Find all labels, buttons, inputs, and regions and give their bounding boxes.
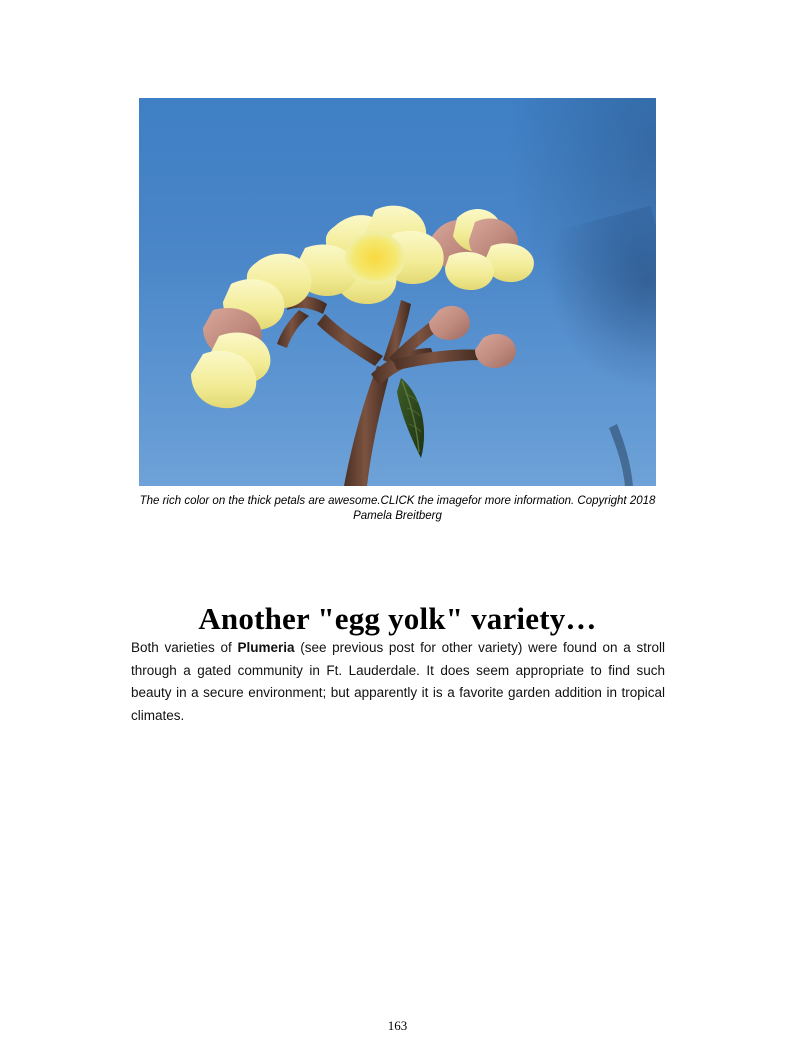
page-title: Another "egg yolk" variety… bbox=[198, 600, 597, 636]
page-number: 163 bbox=[387, 1018, 408, 1033]
figure-block bbox=[139, 98, 656, 524]
body-text-part-2: (see previous post for other variety) were found on a stroll through a gated community in Ft. Lauderdale. It does seem appropriate to find such beauty in a secure environment; but apparently it is a favorite garden addition in tropical climates. bbox=[131, 640, 665, 723]
post-body bbox=[131, 637, 665, 727]
plumeria-photo[interactable] bbox=[139, 98, 656, 486]
body-text-bold: Plumeria bbox=[237, 640, 295, 655]
body-text-part-1: Both varieties of bbox=[131, 640, 238, 655]
plumeria-illustration bbox=[139, 98, 656, 486]
figure-caption: The rich color on the thick petals are awesome.CLICK the imagefor more information. Copyright 2018 Pamela Breitberg bbox=[139, 495, 656, 522]
